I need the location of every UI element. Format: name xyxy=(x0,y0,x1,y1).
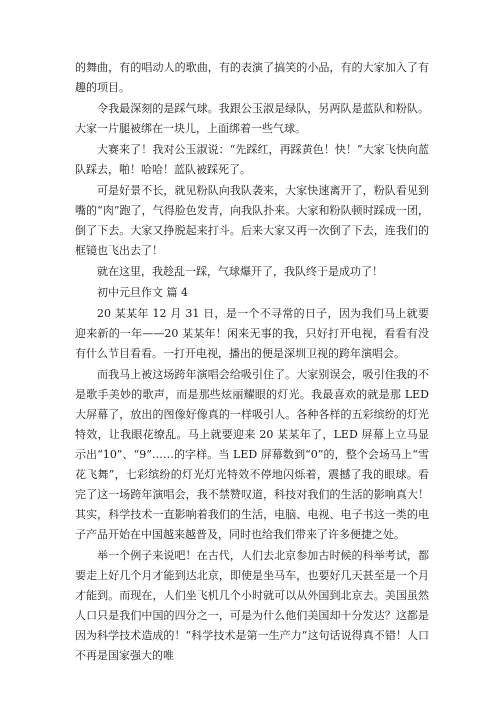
paragraph-8: 举一个例子来说吧！在古代，人们去北京参加古时候的科举考试，都要走上好几个月才能到达北京，即使是坐马车，也要好几天甚至是一个月才能到。而现在，人们坐飞机几个小时就可以从外国到北京去。美国虽然人口只是我们中国的四分之一，可是为什么他们美国却十分发达？这都是因为科学技术造成的！“科学技术是第一生产力”这句话说得真不错！人口不再是国家强大的唯 xyxy=(75,549,429,662)
section-heading: 初中元旦作文 篇 4 xyxy=(97,286,188,299)
paragraph-3: 大赛来了！我对公玉淑说：“先踩红，再踩黄色！快！”大家飞快向蓝队踩去，啪！哈哈！蓝队被踩死了。 xyxy=(75,143,429,176)
paragraph-7: 而我马上被这场跨年演唱会给吸引住了。大家别误会，吸引住我的不是歌手美妙的歌声，而是那些炫丽耀眼的灯光。我最喜欢的就是那 LED 大屏幕了，放出的图像好像真的一样吸引人。各种各样的五彩缤纷的灯光特效，让我眼花缭乱。马上就要迎来 20 某某年了，LED 屏幕上立马显示出“10”、“9”……的字样。当 LED 屏幕数到“0”的，整个会场马上“雪花飞舞”，七彩缤纷的灯光灯光特效不停地闪烁着，震撼了我的眼球。看完了这一场跨年演唱会，我不禁赞叹道，科技对我们的生活的影响真大！其实，科学技术一直影响着我们的生活，电脑、电视、电子书这一类的电子产品开始在中国越来越普及，同时也给我们带来了许多便捷之处。 xyxy=(75,368,429,541)
document-page xyxy=(75,58,429,667)
paragraph-1: 的舞曲，有的唱动人的歌曲，有的表演了搞笑的小品，有的大家加入了有趣的项目。 xyxy=(75,61,429,94)
paragraph-5: 就在这里，我趁乱一踩，气球爆开了，我队终于是成功了！ xyxy=(97,265,383,278)
paragraph-4: 可是好景不长，就见粉队向我队袭来，大家快速离开了，粉队看见到嘴的“肉”跑了，气得脸色发青，向我队扑来。大家和粉队顿时踩成一团，倒了下去。大家又挣脱起来打斗。后来大家又再一次倒了下去，连我们的框镜也飞出去了！ xyxy=(75,184,429,257)
paragraph-6: 20 某某年 12 月 31 日，是一个不寻常的日子，因为我们马上就要迎来新的一年——20 某某年！闲来无事的我，只好打开电视，看看有没有什么节目看看。一打开电视，播出的便是深圳卫视的跨年演唱会。 xyxy=(75,307,429,360)
paragraph-2: 令我最深刻的是踩气球。我跟公玉淑是绿队，另两队是蓝队和粉队。大家一片腿被绑在一块儿，上面绑着一些气球。 xyxy=(75,102,429,135)
